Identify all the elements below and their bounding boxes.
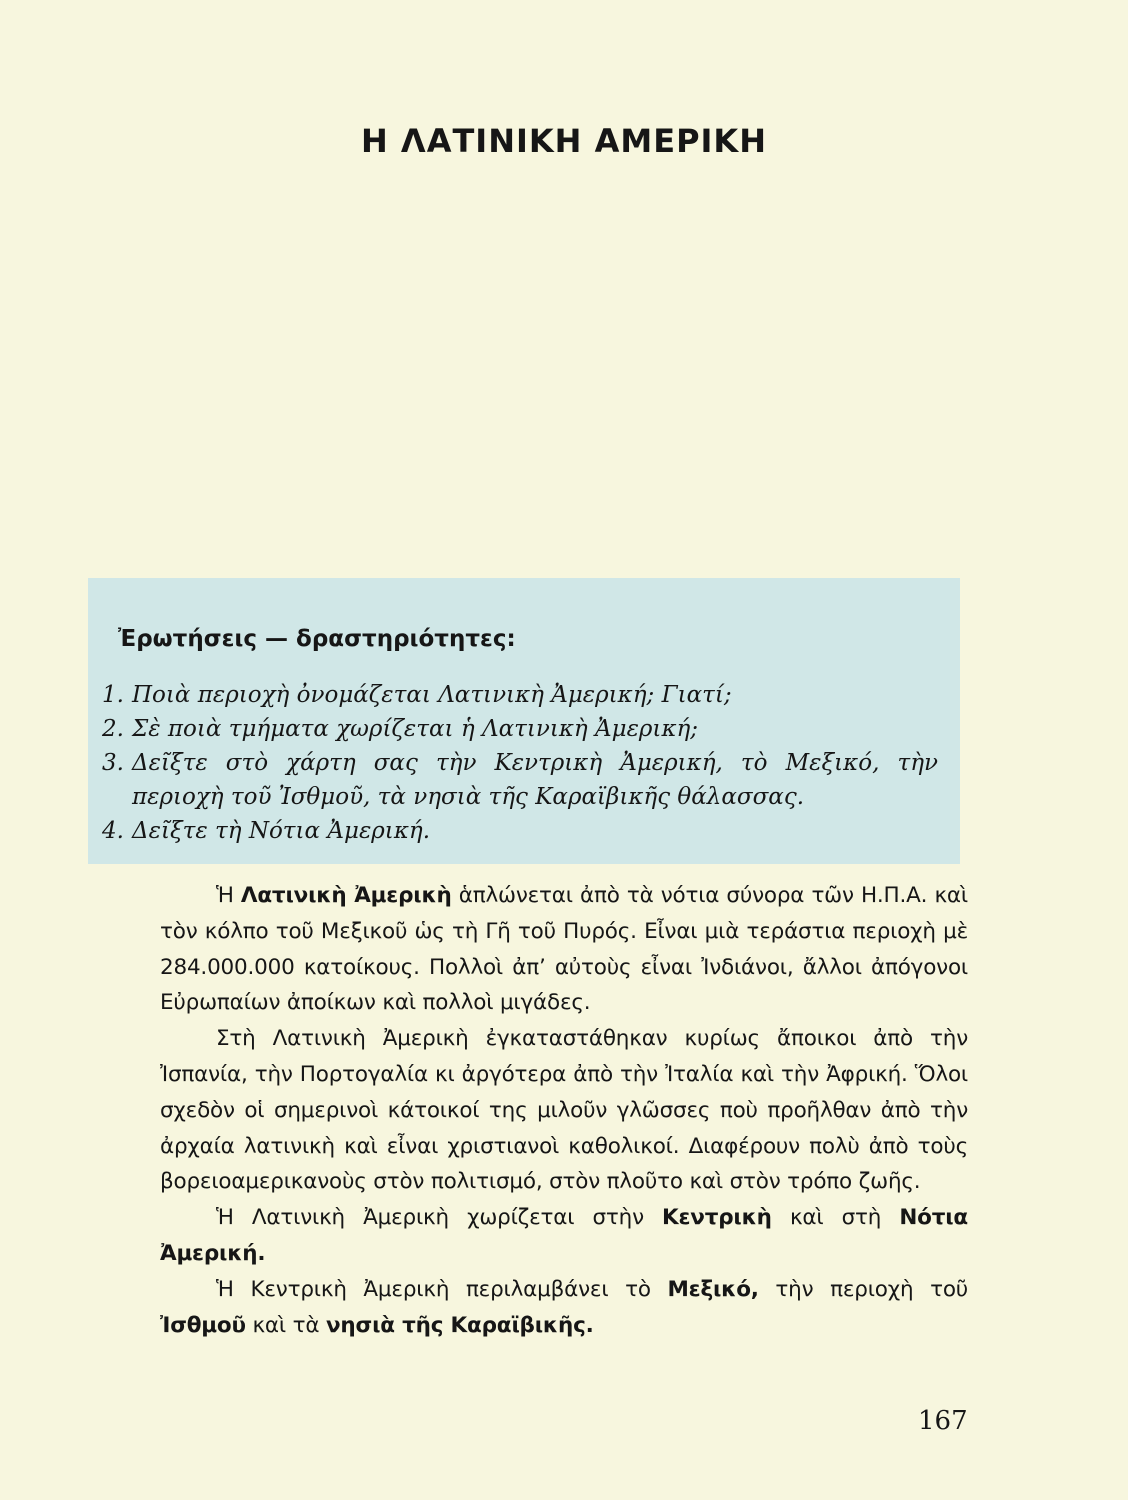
paragraph-1: [160, 878, 968, 1021]
body-text: [160, 878, 968, 1343]
question-text: Ποιὰ περιοχὴ ὀνομάζεται Λατινικὴ Ἀμερική; Γιατί;: [132, 682, 732, 708]
paragraph-2: Στὴ Λατινικὴ Ἀμερικὴ ἐγκαταστάθηκαν κυρίως ἄποικοι ἀπὸ τὴν Ἰσπανία, τὴν Πορτογαλία κι ἀργότερα ἀπὸ τὴν Ἰταλία καὶ τὴν Ἀφρική. Ὅλοι σχεδὸν οἱ σημερινοὶ κάτοικοί της μιλοῦν γλῶσσες ποὺ προῆλθαν ἀπὸ τὴν ἀρχαία λατινικὴ καὶ εἶναι χριστιανοὶ καθολικοί. Διαφέρουν πολὺ ἀπὸ τοὺς βορειοαμερικανοὺς στὸν πολιτισμό, στὸν πλοῦτο καὶ στὸν τρόπο ζωῆς.: [160, 1026, 968, 1195]
question-number: 4.: [102, 818, 124, 844]
question-text: Δεῖξτε στὸ χάρτη σας τὴν Κεντρικὴ Ἀμερική, τὸ Μεξικό, τὴν περιοχὴ τοῦ Ἰσθμοῦ, τὰ νησιὰ τῆς Καραϊβικῆς θάλασσας.: [132, 750, 938, 810]
p1-term-latin-america: Λατινικὴ Ἀμερικὴ: [240, 883, 452, 908]
question-number: 2.: [102, 716, 124, 742]
p3-term-south-america: Νότια Ἀμερική.: [160, 1205, 968, 1266]
question-item: [102, 746, 938, 814]
page-number: 167: [918, 1406, 968, 1436]
questions-heading: Ἐρωτήσεις — δραστηριότητες:: [118, 626, 516, 652]
question-item: [102, 814, 938, 848]
p1-rest: ἁπλώνεται ἀπὸ τὰ νότια σύνορα τῶν Η.Π.Α. καὶ τὸν κόλπο τοῦ Μεξικοῦ ὡς τὴ Γῆ τοῦ Πυρός. Εἶναι μιὰ τεράστια περιοχὴ μὲ 284.000.000 κατοίκους. Πολλοὶ ἀπ’ αὐτοὺς εἶναι Ἰνδιάνοι, ἄλλοι ἀπόγονοι Εὐρωπαίων ἀποίκων καὶ πολλοὶ μιγάδες.: [160, 883, 968, 1016]
questions-list: [102, 678, 938, 848]
p4-term-isthmus: Ἰσθμοῦ: [160, 1312, 246, 1338]
p3-term-central: Κεντρικὴ: [662, 1205, 772, 1231]
questions-box: [88, 578, 960, 864]
p4-term-caribbean: νησιὰ τῆς Καραϊβικῆς.: [325, 1312, 594, 1338]
p4-mid1: τὴν περιοχὴ τοῦ: [758, 1276, 969, 1302]
p4-mid2: καὶ τὰ: [245, 1312, 326, 1338]
paragraph-4: [160, 1272, 968, 1344]
p3-lead: Ἡ Λατινικὴ Ἀμερικὴ χωρίζεται στὴν: [216, 1205, 663, 1231]
question-item: [102, 678, 938, 712]
p1-lead: Ἡ: [216, 883, 241, 908]
question-number: 1.: [102, 682, 124, 708]
p3-mid: καὶ στὴ: [771, 1205, 900, 1231]
page-title: Η ΛΑΤΙΝΙΚΗ ΑΜΕΡΙΚΗ: [361, 122, 767, 160]
question-text: Δεῖξτε τὴ Νότια Ἀμερική.: [132, 818, 431, 844]
paragraph-3: [160, 1200, 968, 1272]
p4-lead: Ἡ Κεντρικὴ Ἀμερικὴ περιλαμβάνει τὸ: [216, 1276, 668, 1302]
question-item: [102, 712, 938, 746]
question-text: Σὲ ποιὰ τμήματα χωρίζεται ἡ Λατινικὴ Ἀμερική;: [132, 716, 699, 742]
question-number: 3.: [102, 750, 124, 776]
p4-term-mexico: Μεξικό,: [667, 1276, 759, 1302]
